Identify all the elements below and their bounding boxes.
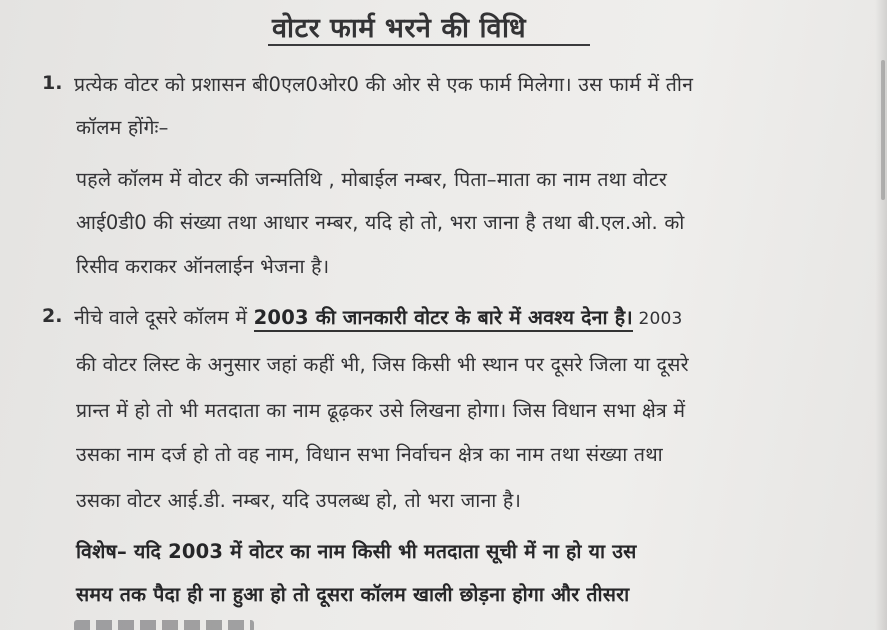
item-2-number: 2. [42,305,63,327]
item-1-line-5: रिसीव कराकर ऑनलाईन भेजना है। [76,255,330,278]
item-1-line-1: प्रत्येक वोटर को प्रशासन बी0एल0ओर0 की ओर से एक फार्म मिलेगा। उस फार्म में तीन [74,73,694,96]
special-line-1 [76,537,636,564]
item-1-line-2: कॉलम होंगेः– [76,116,169,139]
special-text-1: यदि 2003 में वोटर का नाम किसी भी मतदाता सूची में ना हो या उस [126,540,637,563]
item-1-line-4: आई0डी0 की संख्या तथा आधार नम्बर, यदि हो तो, भरा जाना है तथा बी.एल.ओ. को [76,211,685,234]
item-1-line-3: पहले कॉलम में वोटर की जन्मतिथि , मोबाईल नम्बर, पिता–माता का नाम तथा वोटर [76,168,668,191]
item-2-line-3: प्रान्त में हो तो भी मतदाता का नाम ढूढ़कर उसे लिखना होगा। जिस विधान सभा क्षेत्र में [76,399,686,422]
item-2-line-2: की वोटर लिस्ट के अनुसार जहां कहीं भी, जिस किसी भी स्थान पर दूसरे जिला या दूसरे [76,353,689,376]
item-2-line-5: उसका वोटर आई.डी. नम्बर, यदि उपलब्ध हो, तो भरा जाना है। [76,489,522,512]
item-2-line-1-pre: नीचे वाले दूसरे कॉलम में [74,306,254,329]
title-underline [268,44,590,46]
item-2-line-1 [74,303,683,330]
item-2-line-4: उसका नाम दर्ज हो तो वह नाम, विधान सभा निर्वाचन क्षेत्र का नाम तथा संख्या तथा [76,443,663,466]
cut-off-text-line [74,620,254,630]
special-line-2: समय तक पैदा ही ना हुआ हो तो दूसरा कॉलम खाली छोड़ना होगा और तीसरा [76,583,630,606]
item-1-number: 1. [42,72,63,94]
item-2-line-1-post: 2003 [632,309,683,329]
item-2-emphasis: 2003 की जानकारी वोटर के बारे में अवश्य देना है। [254,306,633,332]
special-label: विशेष– [76,540,127,563]
page-title: वोटर फार्म भरने की विधि [272,13,527,44]
scrollbar-thumb[interactable] [881,60,885,200]
